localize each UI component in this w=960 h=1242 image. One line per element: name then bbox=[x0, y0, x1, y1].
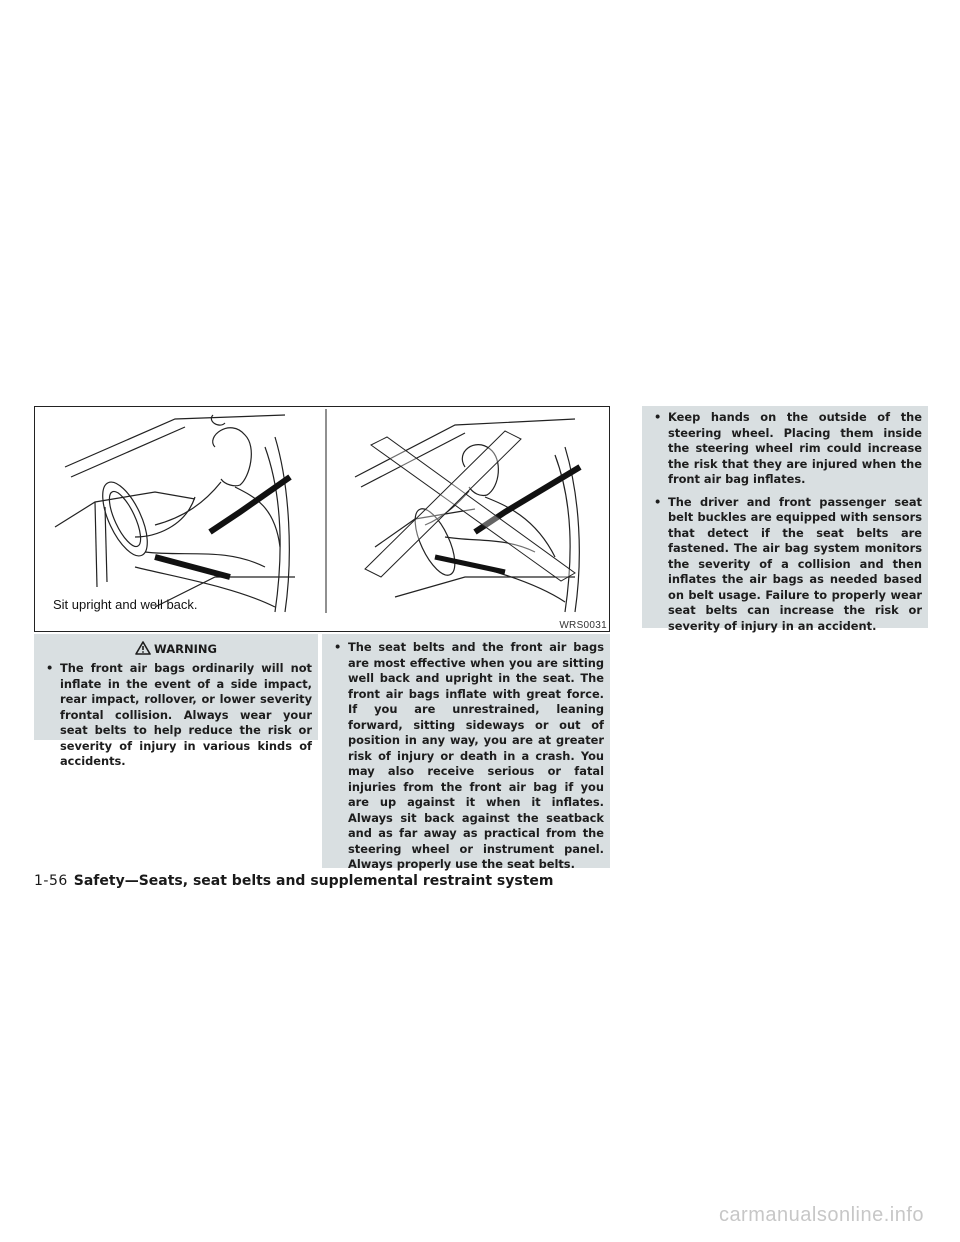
right-item-text: Keep hands on the outside of the steering wheel. Placing them inside the steering wheel rim could increase the risk that they are injured when the front air bag inflates. bbox=[668, 410, 922, 486]
right-box bbox=[642, 406, 928, 633]
warning-title: WARNING bbox=[154, 642, 217, 656]
section-title: Safety—Seats, seat belts and supplemental restraint system bbox=[73, 873, 554, 889]
middle-item bbox=[326, 640, 604, 873]
middle-item-text: The seat belts and the front air bags are most effective when you are sitting well back and upright in the seat. The front air bags inflate with great force. If you are unrestrained, leaning forward, sitting sideways or out of position in any way, you are at greater risk of injury or death in a crash. You may also receive serious or fatal injuries from the front air bag if you are up against it when it inflates. Always sit back against the seatback and as far away as practical from the steering wheel or instrument panel. Always properly use the seat belts. bbox=[348, 640, 604, 871]
middle-box bbox=[322, 634, 610, 871]
page-footer bbox=[34, 873, 554, 889]
warning-item bbox=[38, 661, 312, 770]
warning-header bbox=[34, 634, 318, 656]
bullet-mark: • bbox=[334, 640, 342, 654]
warning-triangle-icon bbox=[135, 641, 151, 655]
right-item-text: The driver and front passenger seat belt buckles are equipped with sensors that detect if the seat belts are fastened. The air bag system monitors the severity of a collision and then inflates the air bags as needed based on belt usage. Failure to properly wear seat belts can increase the risk or severity of injury in an accident. bbox=[668, 494, 922, 633]
figure-code: WRS0031 bbox=[559, 620, 607, 631]
bullet-mark: • bbox=[46, 661, 54, 675]
bullet-mark: • bbox=[654, 410, 662, 424]
right-item bbox=[646, 410, 922, 488]
warning-item-text: The front air bags ordinarily will not inflate in the event of a side impact, rear impact, rollover, or lower severity frontal collision. Always wear your seat belts to help reduce the risk or severity of injury in various kinds of accidents. bbox=[60, 661, 312, 768]
illustration-figure bbox=[34, 406, 610, 632]
right-item bbox=[646, 495, 922, 635]
warning-box bbox=[34, 634, 318, 768]
watermark-link[interactable]: carmanualsonline.info bbox=[718, 1204, 924, 1226]
figure-caption: Sit upright and well back. bbox=[53, 597, 198, 612]
bullet-mark: • bbox=[654, 494, 662, 509]
page-number: 1-56 bbox=[34, 873, 68, 889]
